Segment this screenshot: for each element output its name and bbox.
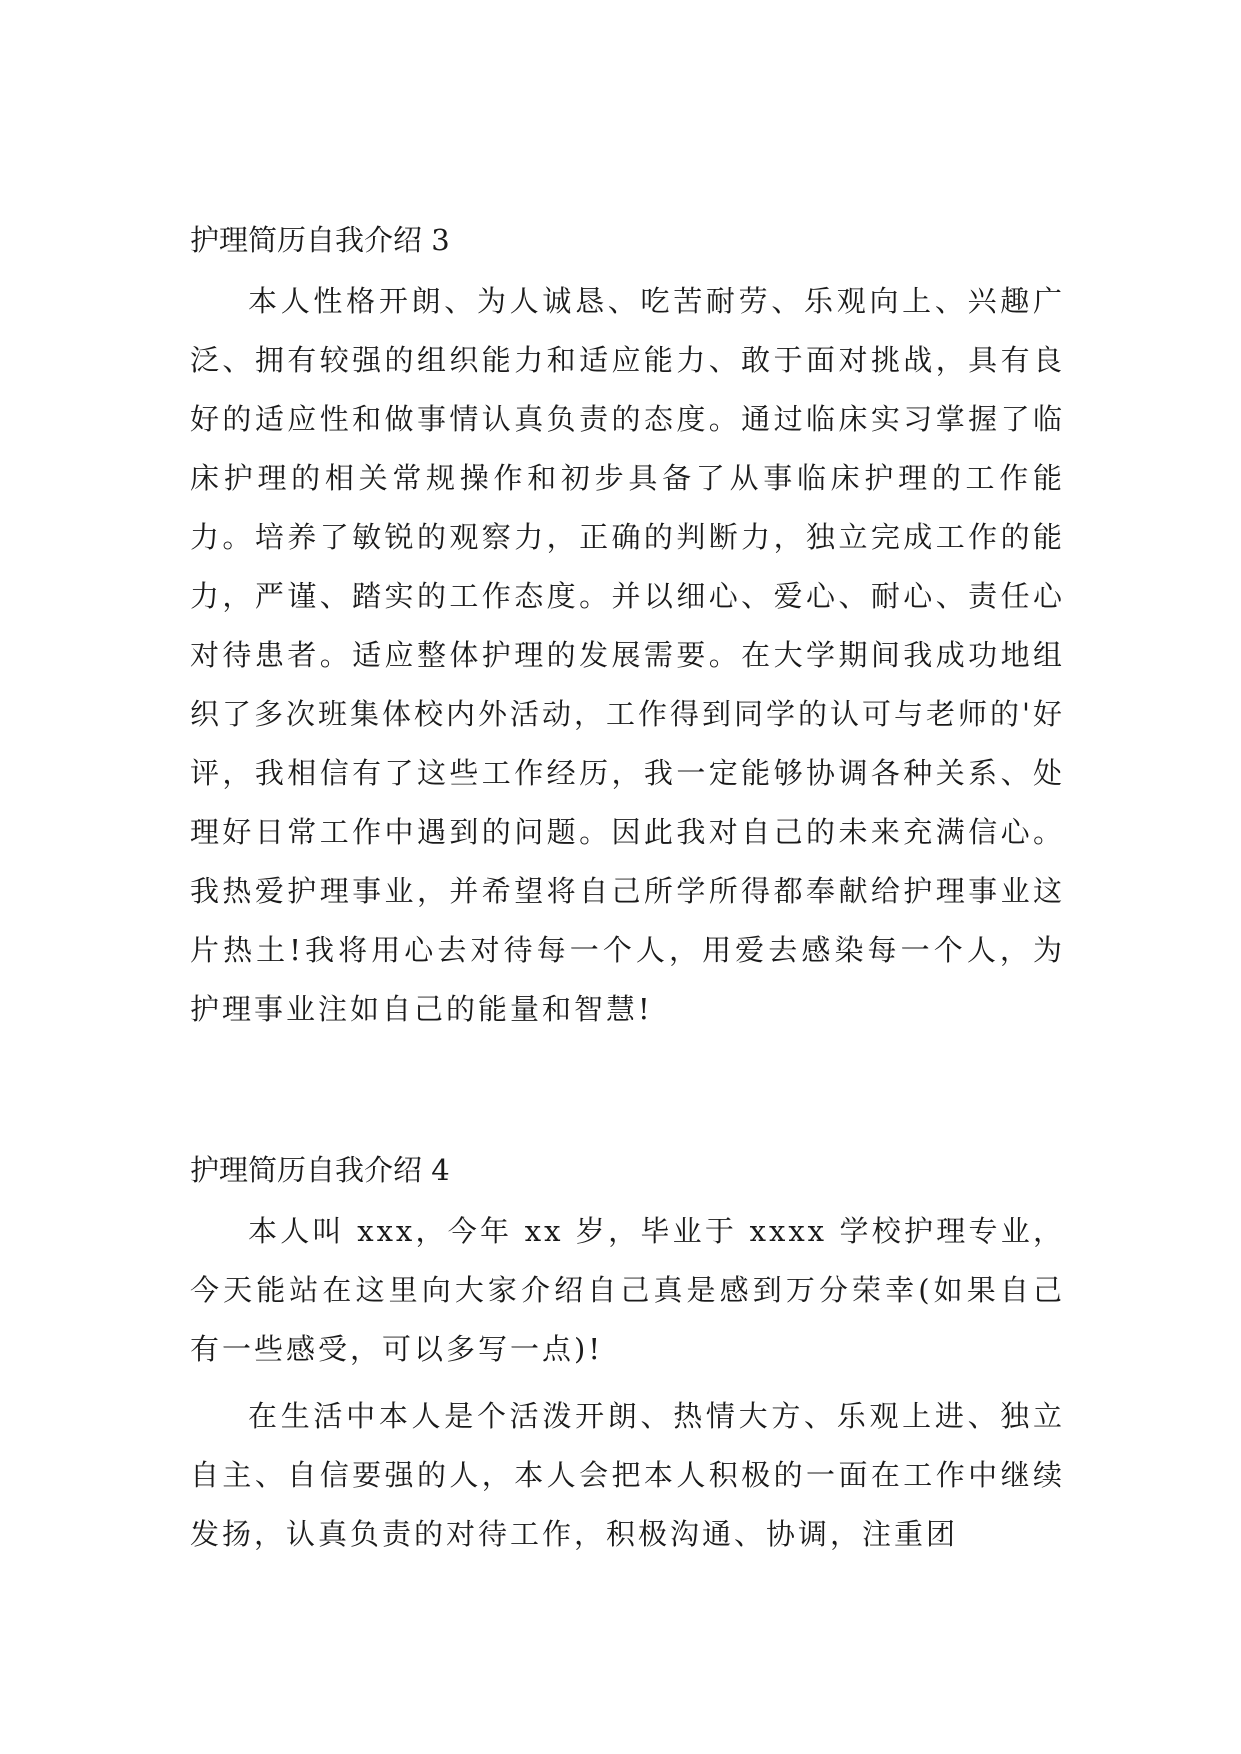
section-intro-4 [190, 1150, 1065, 1564]
section-intro-3 [190, 220, 1065, 1039]
section-heading: 护理简历自我介绍 3 [190, 223, 450, 257]
paragraph: 本人叫 xxx，今年 xx 岁，毕业于 xxxx 学校护理专业，今天能站在这里向大家介绍自己真是感到万分荣幸(如果自己有一些感受，可以多写一点)! [190, 1214, 1065, 1366]
paragraph: 在生活中本人是个活泼开朗、热情大方、乐观上进、独立自主、自信要强的人，本人会把本人积极的一面在工作中继续发扬，认真负责的对待工作，积极沟通、协调，注重团 [190, 1399, 1065, 1551]
paragraph: 本人性格开朗、为人诚恳、吃苦耐劳、乐观向上、兴趣广泛、拥有较强的组织能力和适应能力、敢于面对挑战，具有良好的适应性和做事情认真负责的态度。通过临床实习掌握了临床护理的相关常规操作和初步具备了从事临床护理的工作能力。培养了敏锐的观察力，正确的判断力，独立完成工作的能力，严谨、踏实的工作态度。并以细心、爱心、耐心、责任心对待患者。适应整体护理的发展需要。在大学期间我成功地组织了多次班集体校内外活动，工作得到同学的认可与老师的'好评，我相信有了这些工作经历，我一定能够协调各种关系、处理好日常工作中遇到的问题。因此我对自己的未来充满信心。我热爱护理事业，并希望将自己所学所得都奉献给护理事业这片热土!我将用心去对待每一个人，用爱去感染每一个人，为护理事业注如自己的能量和智慧! [190, 284, 1065, 1026]
section-heading: 护理简历自我介绍 4 [190, 1153, 450, 1187]
